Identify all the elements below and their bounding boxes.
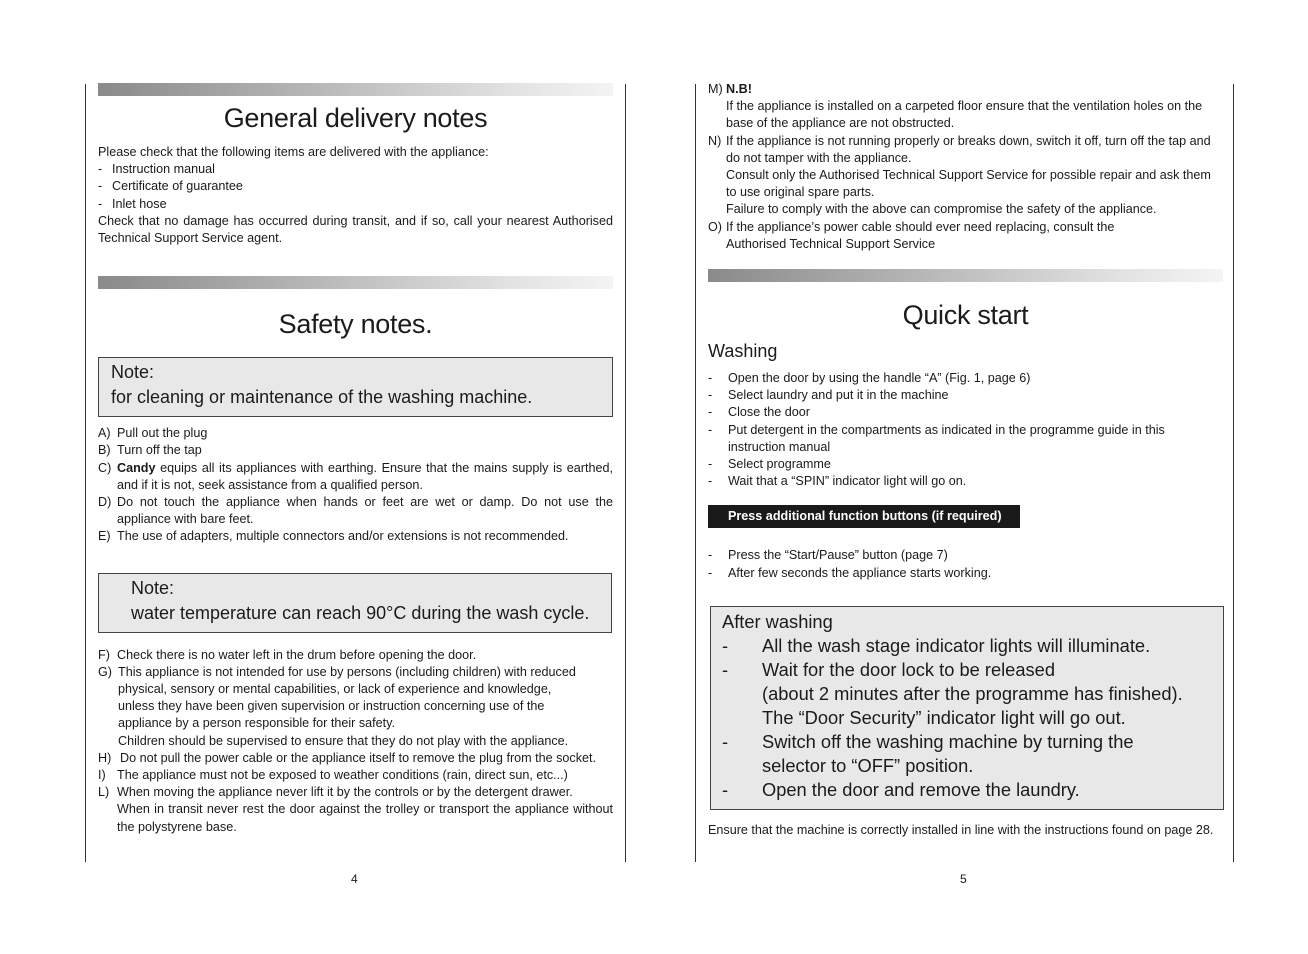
list-item: - Close the door	[708, 405, 810, 420]
list-item: N) If the appliance is not running properly or breaks down, switch it off, turn off the tap and do not tamper with the appliance. Consult only the Authorised Technical Support Service for possible repair and ask them to use original spare parts. Failure to comply with the above can compromise the safety of the appliance.	[708, 133, 1211, 217]
list-item: - Open the door by using the handle “A” (Fig. 1, page 6)	[708, 371, 1031, 386]
delivery-title: General delivery notes	[223, 103, 488, 133]
quick-start-title: Quick start	[902, 300, 1029, 331]
note-label: Note:	[131, 577, 175, 598]
washing-steps-2	[708, 547, 1223, 581]
list-item: C) Candy equips all its appliances with earthing. Ensure that the mains supply is earthed, and if it is not, seek assistance from a qualified person.	[98, 460, 613, 492]
nb-label: N.B!	[726, 82, 752, 96]
list-item: O) If the appliance’s power cable should ever need replacing, consult the Authorised Technical Support Service	[708, 219, 1115, 251]
section-bar	[708, 269, 1223, 282]
delivery-body	[98, 144, 613, 247]
safety-title: Safety notes.	[278, 309, 433, 340]
safety-list-1	[98, 425, 613, 545]
after-washing-box	[710, 606, 1224, 810]
list-item: L) When moving the appliance never lift it by the controls or by the detergent drawer. When in transit never rest the door against the trolley or transport the appliance without the polystyrene base.	[98, 785, 613, 834]
list-item: B) Turn off the tap	[98, 443, 202, 458]
delivery-outro: Check that no damage has occurred during transit, and if so, call your nearest Authorised Technical Support Service agent.	[98, 213, 613, 246]
delivery-intro: Please check that the following items are delivered with the appliance:	[98, 145, 489, 159]
list-item: - Inlet hose	[98, 196, 167, 211]
washing-subtitle: Washing	[708, 341, 778, 362]
list-item: E) The use of adapters, multiple connectors and/or extensions is not recommended.	[98, 529, 569, 544]
page-number-right: 5	[960, 872, 967, 886]
list-item: D) Do not touch the appliance when hands or feet are wet or damp. Do not use the appliance with bare feet.	[98, 495, 613, 527]
section-bar	[98, 83, 613, 96]
list-item: - Select programme	[708, 457, 831, 472]
left-page-left-rule	[85, 84, 86, 862]
function-buttons-label: Press additional function buttons (if required)	[708, 505, 1020, 528]
list-item: I) The appliance must not be exposed to weather conditions (rain, direct sun, etc...)	[98, 768, 568, 783]
note-text: water temperature can reach 90°C during the wash cycle.	[131, 602, 590, 623]
brand-name: Candy	[117, 460, 156, 475]
installation-footer: Ensure that the machine is correctly installed in line with the instructions found on page 28.	[708, 822, 1214, 837]
list-item: - Open the door and remove the laundry.	[722, 778, 1080, 800]
list-item: - Instruction manual	[98, 162, 215, 177]
list-item: - Certificate of guarantee	[98, 179, 243, 194]
section-bar	[98, 276, 613, 289]
list-item: F) Check there is no water left in the drum before opening the door.	[98, 647, 477, 662]
note-label: Note:	[111, 362, 155, 383]
safety-list-3	[708, 81, 1223, 253]
list-item: G) This appliance is not intended for use by persons (including children) with reduced physical, sensory or mental capabilities, or lack of experience and knowledge, unless they have been given supervision or instruction concerning use of the appliance by a person responsible for their safety. Children should be supervised to ensure that they do not play with the appliance.	[98, 664, 576, 748]
washing-steps	[708, 370, 1223, 490]
right-page	[708, 81, 1223, 839]
list-item: - Select laundry and put it in the machine	[708, 388, 949, 403]
after-washing-title: After washing	[722, 610, 833, 632]
right-page-right-rule	[1233, 84, 1234, 862]
note-box-temperature	[98, 573, 612, 633]
note-text: for cleaning or maintenance of the washing machine.	[111, 387, 533, 408]
list-item: - Switch off the washing machine by turning the selector to “OFF” position.	[722, 730, 1134, 776]
left-page-right-rule	[625, 84, 626, 862]
page-number-left: 4	[351, 872, 358, 886]
list-item: H) Do not pull the power cable or the appliance itself to remove the plug from the socket.	[98, 750, 597, 765]
note-box-maintenance	[98, 357, 613, 417]
list-item: M) N.B! If the appliance is installed on a carpeted floor ensure that the ventilation holes on the base of the appliance are not obstructed.	[708, 82, 1203, 131]
list-item: - Press the “Start/Pause” button (page 7)	[708, 548, 948, 563]
list-item: - Wait for the door lock to be released (about 2 minutes after the programme has finished). The “Door Security” indicator light will go out.	[722, 658, 1183, 728]
list-item: - Wait that a “SPIN” indicator light will go on.	[708, 474, 967, 489]
list-item: - All the wash stage indicator lights will illuminate.	[722, 634, 1151, 656]
list-item: - After few seconds the appliance starts working.	[708, 565, 992, 580]
right-page-left-rule	[695, 84, 696, 862]
left-page	[98, 83, 613, 836]
list-item: A) Pull out the plug	[98, 426, 208, 441]
safety-list-2	[98, 647, 613, 836]
list-item: - Put detergent in the compartments as indicated in the programme guide in this instruction manual	[708, 422, 1165, 454]
